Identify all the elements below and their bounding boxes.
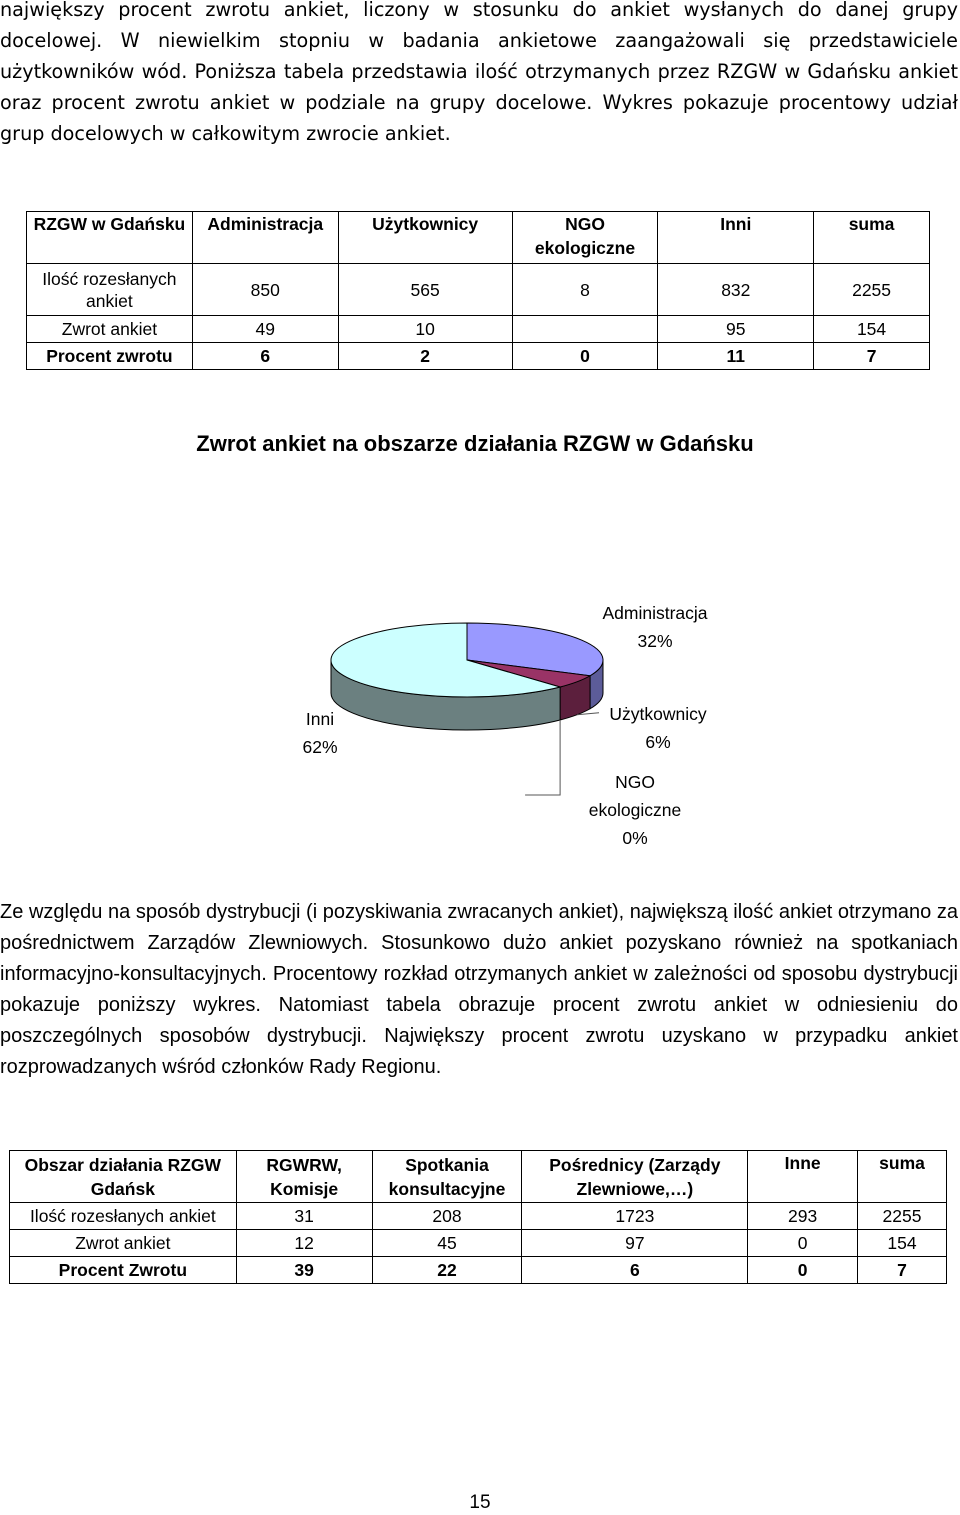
- table-cell: 1723: [522, 1203, 748, 1230]
- body-paragraph: Ze względu na sposób dystrybucji (i pozyskiwania zwracanych ankiet), największą ilość ankiet otrzymano za pośrednictwem Zarządów Zlewniowych. Stosunkowo dużo ankiet pozyskano również na spotkaniach informacyjno-konsultacyjnych. Procentowy rozkład otrzymanych ankiet w zależności od sposobu dystrybucji pokazuje poniższy wykres. Natomiast tabela obrazuje procent zwrotu ankiet w odniesieniu do poszczególnych sposobów dystrybucji. Największy procent zwrotu uzyskano w przypadku ankiet rozprowadzanych wśród członków Rady Regionu.: [0, 901, 958, 1078]
- table-header-cell: Inne: [748, 1151, 858, 1203]
- chart-title: Zwrot ankiet na obszarze działania RZGW w Gdańsku: [196, 431, 754, 456]
- table-cell: 0: [512, 343, 658, 370]
- table-cell: 293: [748, 1203, 858, 1230]
- table-cell: 832: [658, 264, 814, 316]
- table-cell: 850: [192, 264, 338, 316]
- table-cell: 31: [236, 1203, 372, 1230]
- table-cell: Ilość rozesłanych ankiet: [27, 264, 193, 316]
- table-header-cell: Inni: [658, 212, 814, 264]
- pie-label-name: Użytkownicy: [609, 704, 707, 724]
- pie-label-value: 0%: [622, 828, 648, 848]
- table-cell: 12: [236, 1230, 372, 1257]
- table-header-cell: Administracja: [192, 212, 338, 264]
- table-cell: 2255: [858, 1203, 947, 1230]
- pie-label-value: 6%: [645, 732, 671, 752]
- table-cell: Zwrot ankiet: [10, 1230, 237, 1257]
- table-cell: 2255: [814, 264, 930, 316]
- table-cell: 39: [236, 1257, 372, 1284]
- page-number: 15: [469, 1492, 491, 1513]
- table-header-cell: Obszar działania RZGW Gdańsk: [10, 1151, 237, 1203]
- pie-label-administracja: [585, 599, 725, 655]
- table-cell: 6: [522, 1257, 748, 1284]
- pie-label-value: 32%: [637, 631, 673, 651]
- table-cell: 45: [372, 1230, 522, 1257]
- pie-label-name: Administracja: [602, 603, 708, 623]
- table-header-cell: Pośrednicy (Zarządy Zlewniowe,…): [522, 1151, 748, 1203]
- table-cell: 95: [658, 316, 814, 343]
- table-cell: Procent Zwrotu: [10, 1257, 237, 1284]
- table-cell: 22: [372, 1257, 522, 1284]
- table-row: [10, 1203, 947, 1230]
- table-cell: 154: [814, 316, 930, 343]
- table-cell: 7: [814, 343, 930, 370]
- intro-paragraph: największy procent zwrotu ankiet, liczony w stosunku do ankiet wysłanych do danej grupy docelowej. W niewielkim stopniu w badania ankietowe zaangażowali się przedstawiciele użytkowników wód. Poniższa tabela przedstawia ilość otrzymanych przez RZGW w Gdańsku ankiet oraz procent zwrotu ankiet w podziale na grupy docelowe. Wykres pokazuje procentowy udział grup docelowych w całkowitym zwrocie ankiet.: [0, 0, 958, 145]
- pie-label-uzytkownicy: [588, 700, 728, 756]
- table-cell: 6: [192, 343, 338, 370]
- table-row: [10, 1257, 947, 1284]
- table-header-cell: NGO ekologiczne: [512, 212, 658, 264]
- table-cell: 208: [372, 1203, 522, 1230]
- pie-label-value: 62%: [302, 737, 338, 757]
- pie-label-name: Inni: [305, 709, 335, 729]
- table-cell: Ilość rozesłanych ankiet: [10, 1203, 237, 1230]
- table-cell: 0: [748, 1230, 858, 1257]
- table-cell: 11: [658, 343, 814, 370]
- table-cell: 0: [748, 1257, 858, 1284]
- table-header-cell: Użytkownicy: [338, 212, 512, 264]
- pie-label-ngo: [575, 768, 695, 852]
- table-row: [10, 1230, 947, 1257]
- table-cell: 8: [512, 264, 658, 316]
- table-cell: 565: [338, 264, 512, 316]
- table-cell: Procent zwrotu: [27, 343, 193, 370]
- pie-label-inni: [280, 705, 360, 761]
- table-header-cell: RGWRW, Komisje: [236, 1151, 372, 1203]
- table-cell: 7: [858, 1257, 947, 1284]
- table-cell: 49: [192, 316, 338, 343]
- table-header-cell: suma: [814, 212, 930, 264]
- table-cell: 154: [858, 1230, 947, 1257]
- table-header-cell: Spotkania konsultacyjne: [372, 1151, 522, 1203]
- table-cell: 2: [338, 343, 512, 370]
- pie-label-name: NGO ekologiczne: [588, 772, 682, 820]
- table-cell: 97: [522, 1230, 748, 1257]
- table-cell: Zwrot ankiet: [27, 316, 193, 343]
- table-header-cell: suma: [858, 1151, 947, 1203]
- table-cell: 10: [338, 316, 512, 343]
- table-header-cell: RZGW w Gdańsku: [27, 212, 193, 264]
- leader-line-ngo: [525, 720, 560, 795]
- distribution-methods-table: [9, 1150, 947, 1284]
- table-header-row: [10, 1151, 947, 1203]
